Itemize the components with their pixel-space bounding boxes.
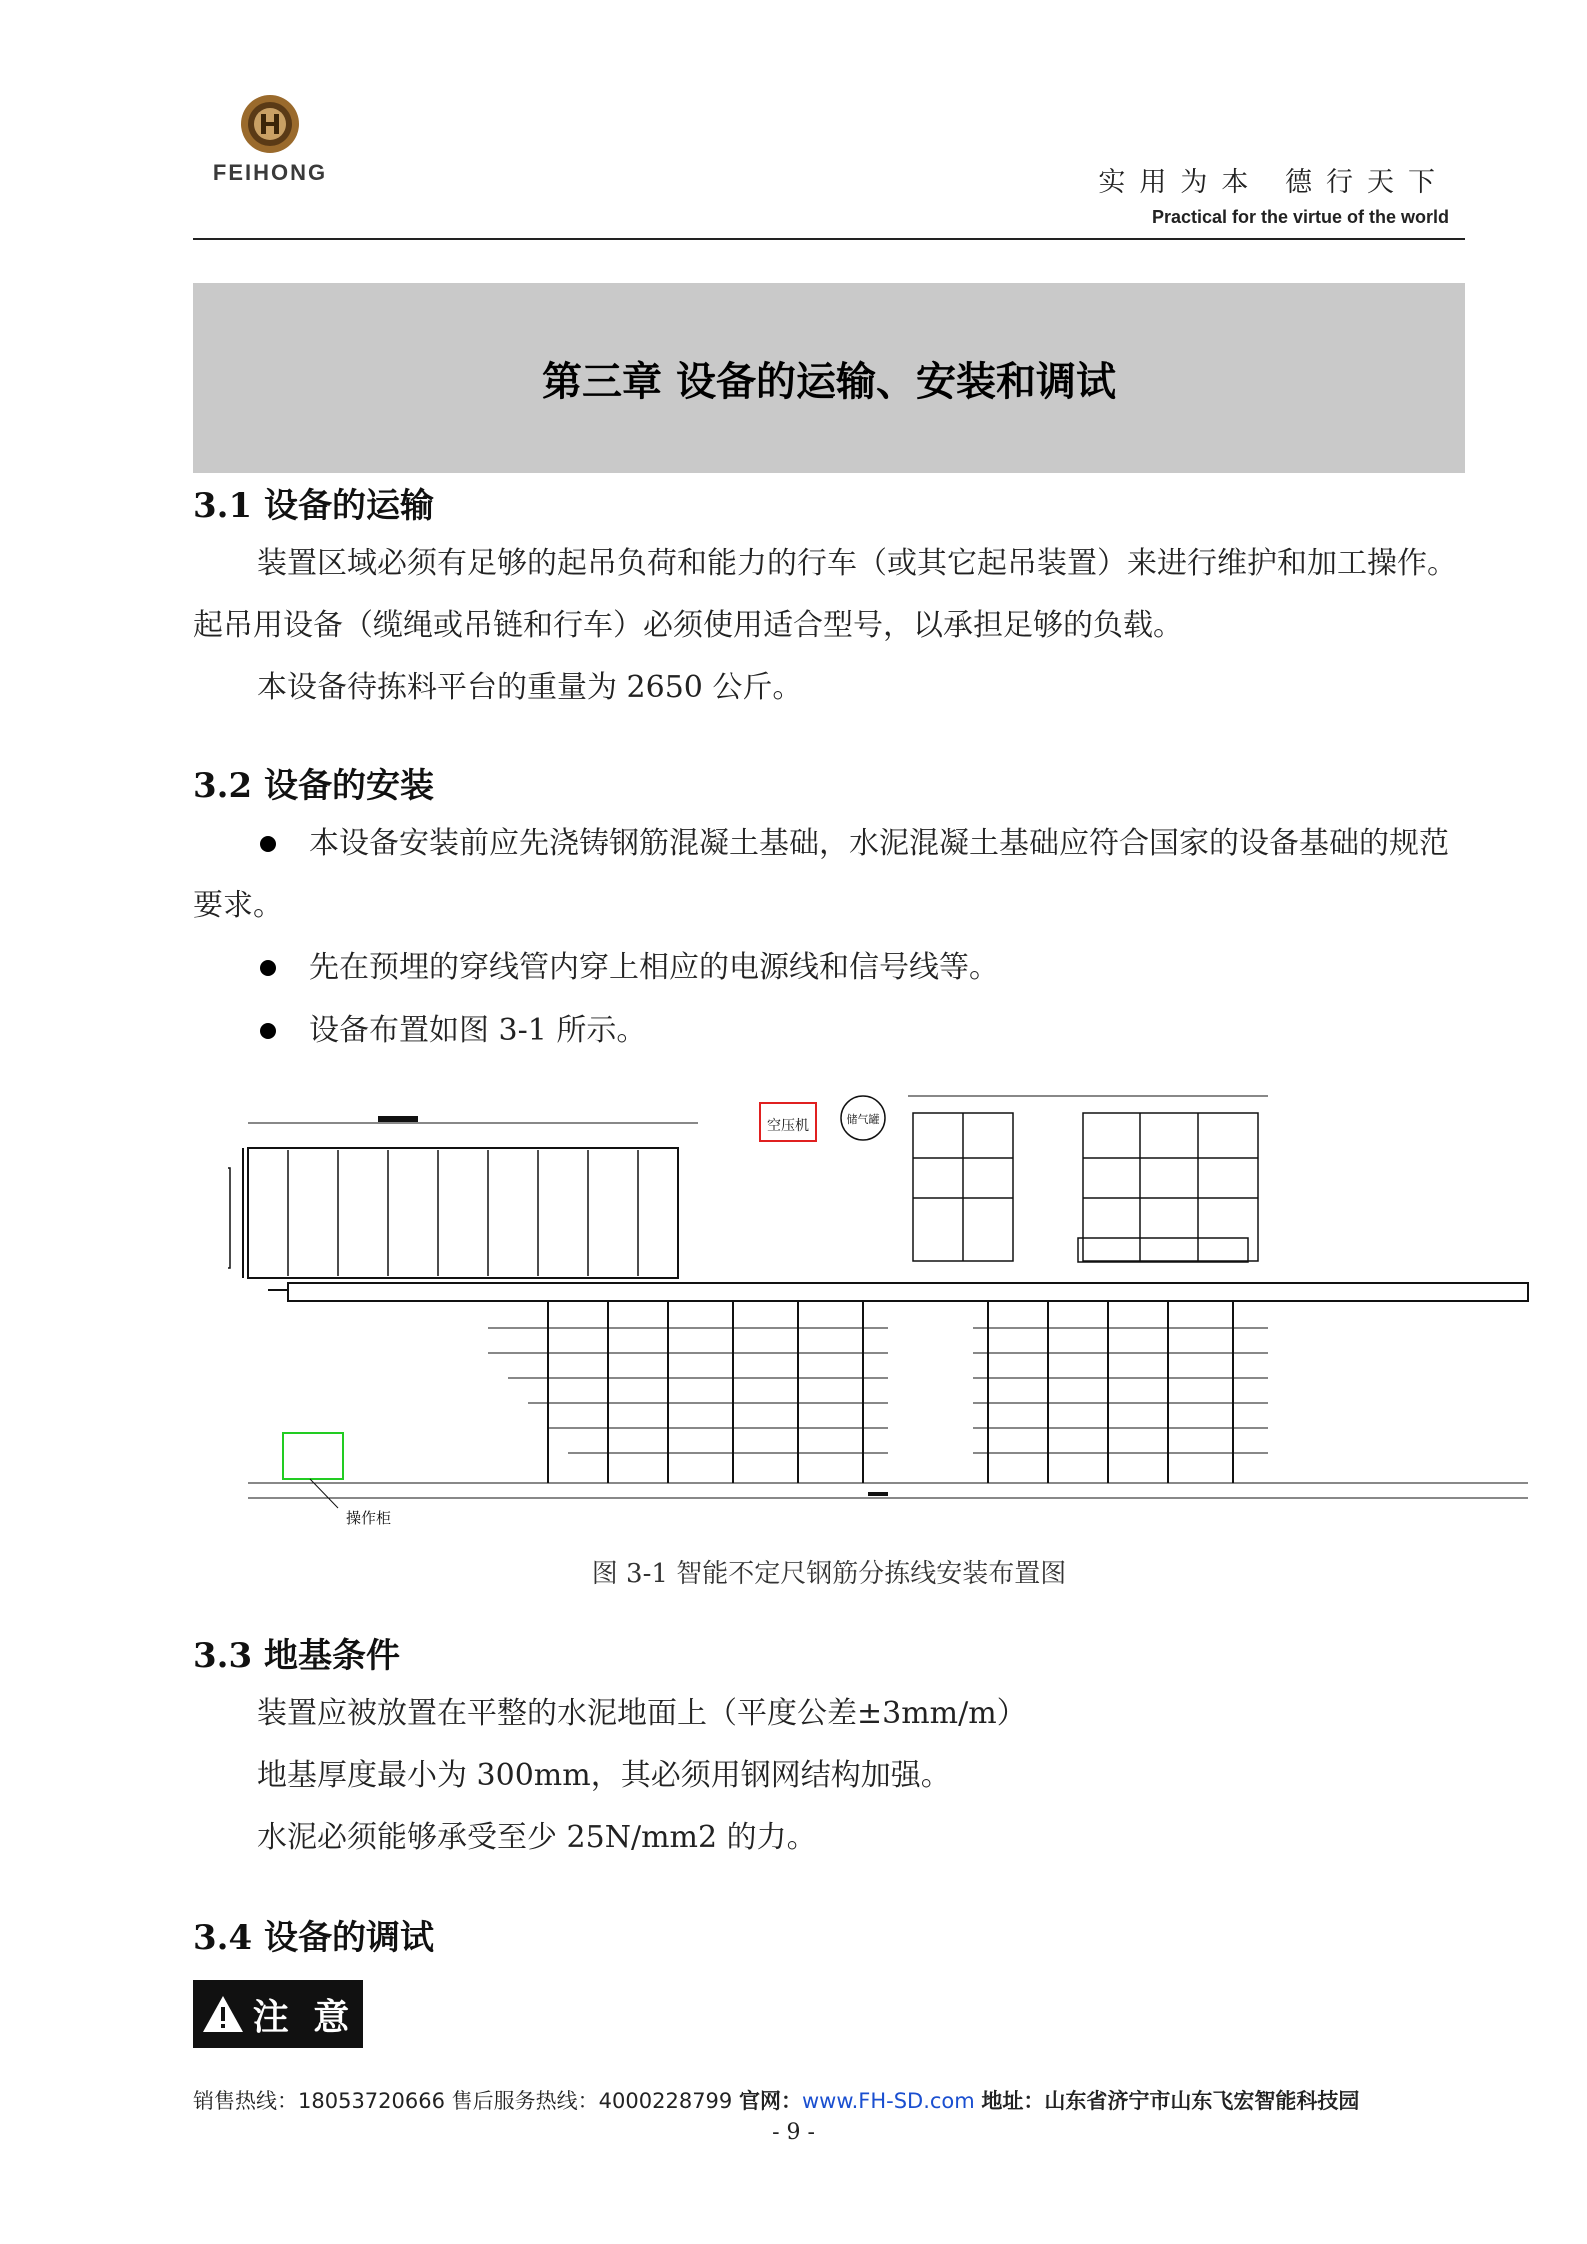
section-heading-3-1: 3.1 设备的运输 bbox=[193, 486, 434, 526]
installation-layout-drawing bbox=[228, 1068, 1548, 1548]
section-heading-3-4: 3.4 设备的调试 bbox=[193, 1918, 434, 1958]
gas-tank-label: 储气罐 bbox=[846, 1113, 880, 1126]
section-3-2-bullet-3: 设备布置如图 3-1 所示。 bbox=[309, 1013, 647, 1048]
sales-phone: 18053720666 bbox=[298, 2089, 445, 2113]
footer-contact-line bbox=[193, 2085, 1465, 2115]
slogan-english: Practical for the virtue of the world bbox=[1151, 207, 1449, 227]
section-3-3-paragraph-1: 装置应被放置在平整的水泥地面上（平度公差±3mm/m） bbox=[257, 1696, 1027, 1731]
notice-label: 注 意 bbox=[252, 1996, 356, 2038]
operation-cabinet-label: 操作柜 bbox=[346, 1509, 392, 1527]
page-number: - 9 - bbox=[772, 2120, 815, 2145]
chapter-banner bbox=[193, 283, 1465, 473]
header-divider bbox=[193, 238, 1465, 240]
address-text: 山东省济宁市山东飞宏智能科技园 bbox=[1044, 2089, 1360, 2113]
section-heading-3-2: 3.2 设备的安装 bbox=[193, 766, 434, 806]
website-link[interactable]: www.FH-SD.com bbox=[801, 2089, 975, 2113]
section-3-1-paragraph-2: 本设备待拣料平台的重量为 2650 公斤。 bbox=[257, 670, 803, 705]
section-3-3-paragraph-2: 地基厚度最小为 300mm，其必须用钢网结构加强。 bbox=[257, 1758, 951, 1793]
section-3-2-bullet-2: 先在预埋的穿线管内穿上相应的电源线和信号线等。 bbox=[309, 950, 999, 985]
section-3-2-bullet-1: 本设备安装前应先浇铸钢筋混凝土基础，水泥混凝土基础应符合国家的设备基础的规范要求。 bbox=[193, 826, 1449, 923]
warning-icon bbox=[201, 1994, 245, 2034]
service-label: 售后服务热线： bbox=[451, 2089, 599, 2113]
website-label: 官网： bbox=[738, 2089, 802, 2113]
section-3-1-paragraph-1: 装置区域必须有足够的起吊负荷和能力的行车（或其它起吊装置）来进行维护和加工操作。起吊用设备（缆绳或吊链和行车）必须使用适合型号，以承担足够的负载。 bbox=[193, 546, 1457, 643]
compressor-label: 空压机 bbox=[767, 1118, 809, 1134]
slogan-chinese: 实用为本 德行天下 bbox=[1098, 167, 1449, 198]
sales-label: 销售热线： bbox=[193, 2089, 298, 2113]
chapter-title: 第三章 设备的运输、安装和调试 bbox=[542, 358, 1116, 405]
address-label: 地址： bbox=[981, 2089, 1045, 2113]
notice-badge bbox=[193, 1980, 363, 2048]
section-heading-3-3: 3.3 地基条件 bbox=[193, 1636, 400, 1676]
brand-name: FEIHONG bbox=[212, 160, 328, 185]
figure-caption: 图 3-1 智能不定尺钢筋分拣线安装布置图 bbox=[591, 1559, 1067, 1589]
service-phone: 4000228799 bbox=[598, 2089, 733, 2113]
section-3-3-paragraph-3: 水泥必须能够承受至少 25N/mm2 的力。 bbox=[257, 1820, 817, 1855]
